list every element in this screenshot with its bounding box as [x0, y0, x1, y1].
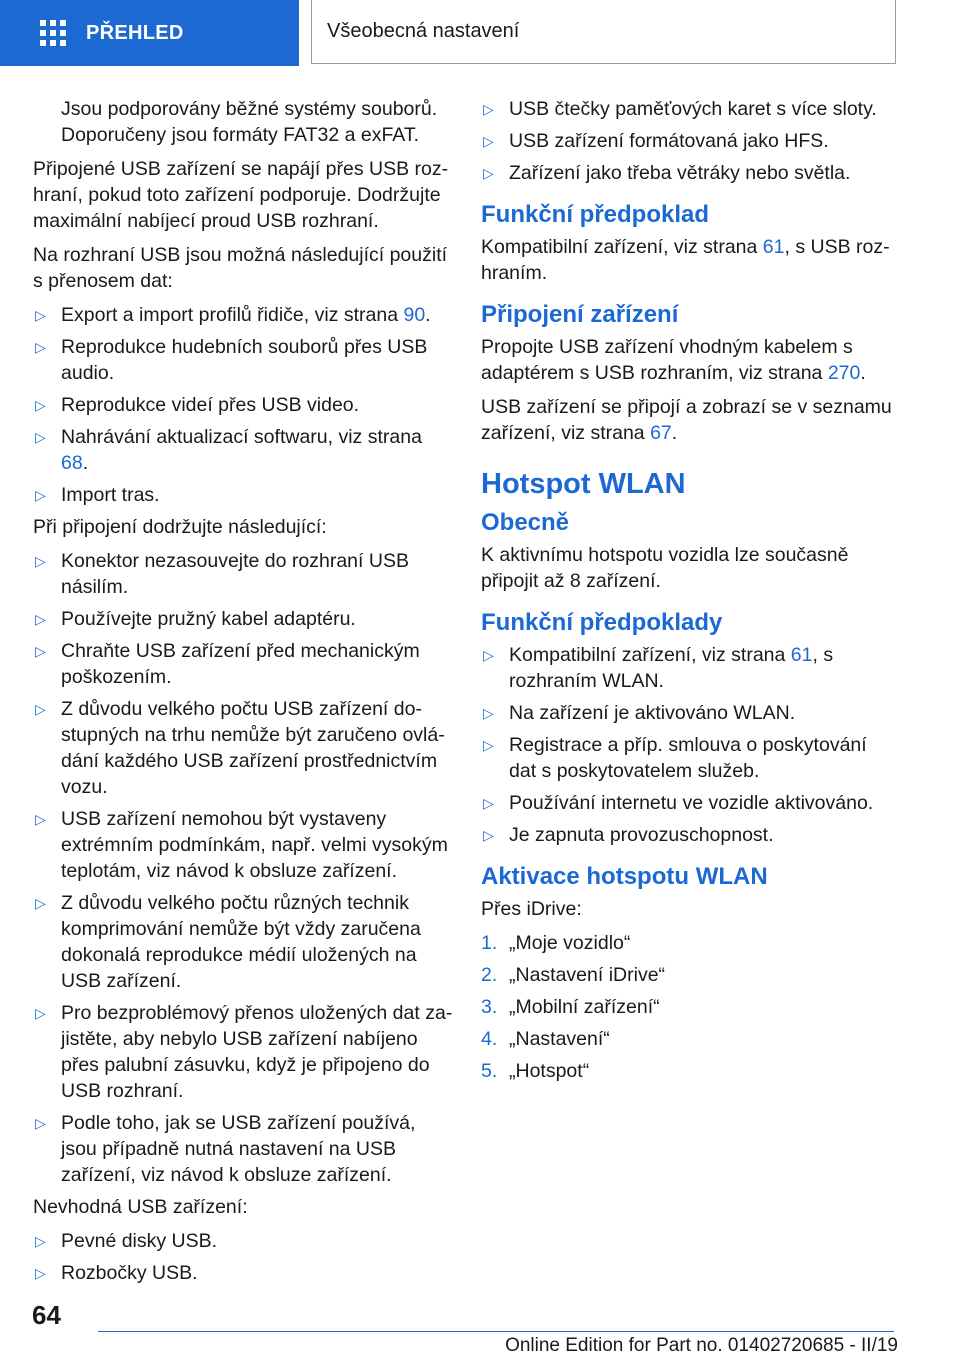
steps-list: [481, 930, 899, 1084]
triangle-bullet-icon: ▷: [483, 165, 494, 181]
step-number: 4.: [481, 1028, 498, 1050]
section-tab[interactable]: [311, 0, 896, 64]
step-number: 3.: [481, 996, 498, 1018]
heading-hotspot-wlan: Hotspot WLAN: [481, 468, 686, 500]
step-number: 2.: [481, 964, 498, 986]
page-header: [0, 0, 960, 66]
list-item: 1. „Moje vozidlo“: [481, 932, 631, 954]
triangle-bullet-icon: ▷: [483, 737, 494, 753]
paragraph: Jsou podporovány běžné systémy souborů. Doporučeny jsou formáty FAT32 a exFAT.: [61, 98, 438, 146]
heading-activate-hotspot: Aktivace hotspotu WLAN: [481, 863, 768, 890]
triangle-bullet-icon: ▷: [35, 1115, 46, 1131]
triangle-bullet-icon: ▷: [35, 701, 46, 717]
heading-connect-device: Připojení zařízení: [481, 301, 679, 328]
triangle-bullet-icon: ▷: [483, 705, 494, 721]
step-number: 5.: [481, 1060, 498, 1082]
list-item: ▷ USB zařízení nemohou být vystaveny extrémním podmínkám, např. velmi vysokým teplotám, viz návod k obsluze zařízení.: [35, 808, 448, 882]
paragraph: Kompatibilní zařízení, viz strana 61, s USB rozhraním.: [481, 236, 890, 284]
paragraph: Přes iDrive:: [481, 898, 582, 920]
list-item: ▷ Používání internetu ve vozidle aktivováno.: [483, 792, 874, 814]
rules-list: [33, 548, 453, 1188]
grid-icon: [40, 20, 66, 46]
page-link[interactable]: 68: [61, 452, 83, 474]
list-item: 3. „Mobilní zařízení“: [481, 996, 660, 1018]
paragraph: Na rozhraní USB jsou možná následující použití s přenosem dat:: [33, 244, 448, 292]
triangle-bullet-icon: ▷: [35, 643, 46, 659]
list-item: 4. „Nastavení“: [481, 1028, 610, 1050]
triangle-bullet-icon: ▷: [35, 1265, 46, 1281]
list-item: ▷ Pro bezproblémový přenos uložených dat zajistěte, aby nebylo USB zařízení nabíjeno přes palubní zásuvku, když je připojeno do USB rozhraní.: [35, 1002, 453, 1102]
triangle-bullet-icon: ▷: [35, 553, 46, 569]
section-title: Všeobecná nastavení: [327, 20, 520, 42]
list-item: ▷ Reprodukce hudebních souborů přes USB audio.: [35, 336, 428, 384]
list-item: ▷ Na zařízení je aktivováno WLAN.: [483, 702, 796, 724]
page-link[interactable]: 61: [762, 236, 785, 258]
list-item: ▷ Nahrávání aktualizací softwaru, viz strana 68.: [35, 426, 422, 474]
list-item: ▷ Používejte pružný kabel adaptéru.: [35, 608, 356, 630]
prerequisites-list: [481, 642, 899, 848]
unsuitable-list: [33, 1228, 453, 1286]
page-link[interactable]: 90: [403, 304, 426, 326]
triangle-bullet-icon: ▷: [483, 647, 494, 663]
triangle-bullet-icon: ▷: [483, 101, 494, 117]
triangle-bullet-icon: ▷: [35, 397, 46, 413]
triangle-bullet-icon: ▷: [483, 133, 494, 149]
right-column: [481, 96, 899, 1090]
paragraph: USB zařízení se připojí a zobrazí se v seznamu zařízení, viz strana 67.: [481, 396, 892, 444]
list-item: ▷ Rozbočky USB.: [35, 1262, 198, 1284]
page-link[interactable]: 270: [827, 362, 861, 384]
heading-prerequisite: Funkční předpoklad: [481, 201, 710, 228]
triangle-bullet-icon: ▷: [483, 795, 494, 811]
triangle-bullet-icon: ▷: [35, 811, 46, 827]
triangle-bullet-icon: ▷: [35, 1233, 46, 1249]
step-number: 1.: [481, 932, 498, 954]
usage-list: [33, 302, 453, 508]
list-item: ▷ Reprodukce videí přes USB video.: [35, 394, 360, 416]
unsuitable-list-continued: [481, 96, 899, 186]
footer-divider: [98, 1331, 894, 1332]
paragraph: Připojené USB zařízení se napájí přes USB rozhraní, pokud toto zařízení podporuje. Dodržujte maximální nabíjecí proud USB rozhraní.: [33, 158, 449, 232]
triangle-bullet-icon: ▷: [35, 1005, 46, 1021]
heading-general: Obecně: [481, 509, 570, 536]
left-column: [33, 96, 453, 1292]
list-item: ▷ Je zapnuta provozuschopnost.: [483, 824, 774, 846]
paragraph: K aktivnímu hotspotu vozidla lze současně připojit až 8 zařízení.: [481, 544, 849, 592]
triangle-bullet-icon: ▷: [35, 487, 46, 503]
page-number: 64: [32, 1300, 61, 1330]
list-item: ▷ Chraňte USB zařízení před mechanickým poškozením.: [35, 640, 420, 688]
triangle-bullet-icon: ▷: [35, 895, 46, 911]
list-item: 2. „Nastavení iDrive“: [481, 964, 666, 986]
list-item: 5. „Hotspot“: [481, 1060, 590, 1082]
page-link[interactable]: 61: [790, 644, 813, 666]
list-item: ▷ Kompatibilní zařízení, viz strana 61, s rozhraním WLAN.: [483, 644, 834, 692]
list-item: ▷ USB zařízení formátovaná jako HFS.: [483, 130, 829, 152]
page-link[interactable]: 67: [650, 422, 672, 444]
list-item: ▷ Z důvodu velkého počtu různých technik komprimování nemůže být vždy zaručena dokonalá reprodukce médií uložených na USB zařízení.: [35, 892, 421, 992]
triangle-bullet-icon: ▷: [35, 307, 46, 323]
list-item: ▷ Podle toho, jak se USB zařízení používá, jsou případně nutná nastavení na USB zařízení, viz návod k obsluze zařízení.: [35, 1112, 416, 1186]
triangle-bullet-icon: ▷: [35, 339, 46, 355]
list-item: ▷ Konektor nezasouvejte do rozhraní USB násilím.: [35, 550, 409, 598]
list-item: ▷ Pevné disky USB.: [35, 1230, 218, 1252]
paragraph: Propojte USB zařízení vhodným kabelem s adaptérem s USB rozhraním, viz strana 270.: [481, 336, 866, 384]
list-item: ▷ Z důvodu velkého počtu USB zařízení dostupných na trhu nemůže být zaručeno ovládání každého USB zařízení prostřednictvím vozu.: [35, 698, 445, 798]
list-item: ▷ Registrace a příp. smlouva o poskytování dat s poskytovatelem služeb.: [483, 734, 867, 782]
triangle-bullet-icon: ▷: [35, 429, 46, 445]
footer-edition: Online Edition for Part no. 01402720685 - II/19: [505, 1335, 898, 1356]
triangle-bullet-icon: ▷: [483, 827, 494, 843]
paragraph: Nevhodná USB zařízení:: [33, 1196, 248, 1218]
list-item: ▷ Export a import profilů řidiče, viz strana 90.: [35, 304, 431, 326]
overview-button[interactable]: [0, 0, 299, 66]
list-item: ▷ Zařízení jako třeba větráky nebo světla.: [483, 162, 851, 184]
list-item: ▷ Import tras.: [35, 484, 160, 506]
list-item: ▷ USB čtečky paměťových karet s více sloty.: [483, 98, 877, 120]
heading-prerequisites: Funkční předpoklady: [481, 609, 723, 636]
overview-label: PŘEHLED: [86, 21, 184, 44]
triangle-bullet-icon: ▷: [35, 611, 46, 627]
paragraph: Při připojení dodržujte následující:: [33, 516, 327, 538]
